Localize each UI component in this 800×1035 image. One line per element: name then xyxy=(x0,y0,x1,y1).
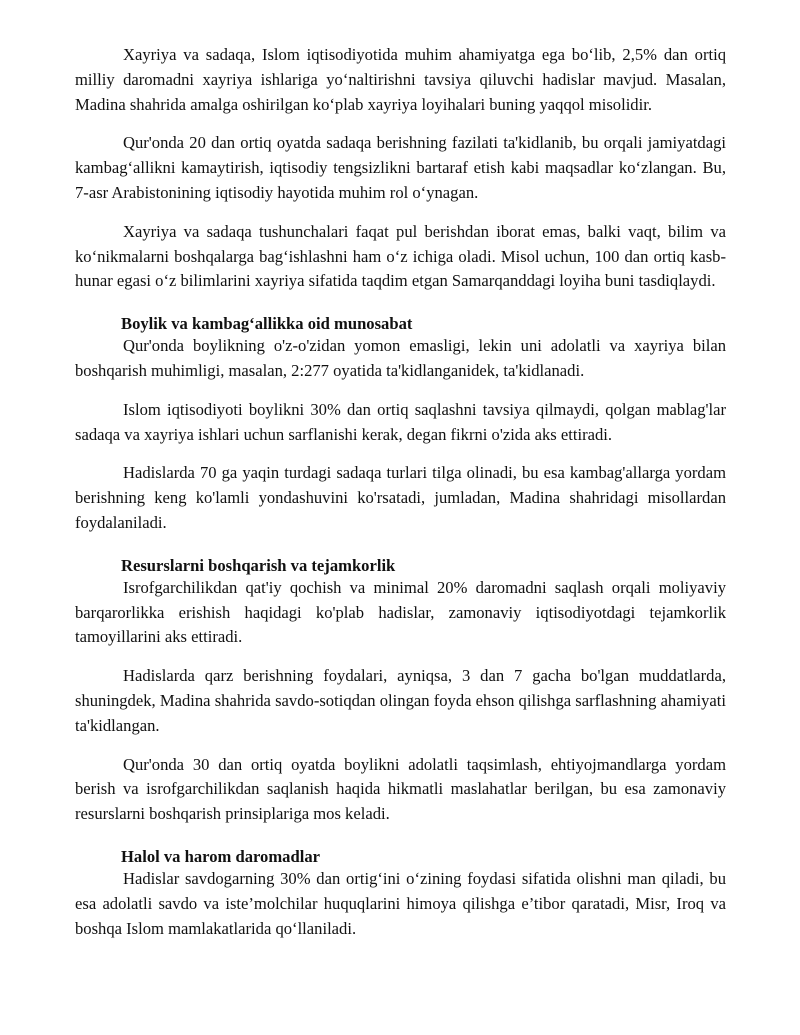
wealth-paragraph-3: Hadislarda 70 ga yaqin turdagi sadaqa turlari tilga olinadi, bu esa kambag'allarga yordam berishning keng ko'lamli yondashuvini ko'rsatadi, jumladan, Madina shahridagi misollardan foydalaniladi. xyxy=(75,463,726,532)
resources-paragraph-2: Hadislarda qarz berishning foydalari, ayniqsa, 3 dan 7 gacha bo'lgan muddatlarda, shuningdek, Madina shahrida savdo-sotiqdan olingan foyda ehson qilishga sarflashning ahamiyati ta'kidlangan. xyxy=(75,666,726,735)
resources-paragraph-3: Qur'onda 30 dan ortiq oyatda boylikni adolatli taqsimlash, ehtiyojmandlarga yordam berish va isrofgarchilikdan saqlanish haqida hikmatli maslahatlar berilgan, bu esa zamonaviy resurslarni boshqarish prinsiplariga mos keladi. xyxy=(75,754,726,824)
halal-income-paragraph-1: Hadislar savdogarning 30% dan ortig‘ini o‘zining foydasi sifatida olishni man qiladi, bu esa adolatli savdo va iste’molchilar huquqlarini himoya qilishga e’tibor qaratadi, Misr, Iroq va boshqa Islom mamlakatlarida qo‘llaniladi. xyxy=(75,868,726,938)
section-heading-wealth: Boylik va kambag‘allikka oid munosabat xyxy=(121,314,413,334)
wealth-paragraph-1: Qur'onda boylikning o'z-o'zidan yomon emasligi, lekin uni adolatli va xayriya bilan boshqarish muhimligi, masalan, 2:277 oyatida ta'kidlanganidek, ta'kidlanadi. xyxy=(75,336,726,380)
intro-paragraph-2: Qur'onda 20 dan ortiq oyatda sadaqa berishning fazilati ta'kidlanib, bu orqali jamiyatdagi kambag‘allikni kamaytirish, iqtisodiy tengsizlikni bartaraf etish kabi maqsadlar ko‘zlangan. Bu, 7-asr Arabistonining iqtisodiy hayotida muhim rol o‘ynagan. xyxy=(75,133,726,202)
wealth-paragraph-2: Islom iqtisodiyoti boylikni 30% dan ortiq saqlashni tavsiya qilmaydi, qolgan mablag'lar sadaqa va xayriya ishlari uchun sarflanishi kerak, degan fikrni o'zida aks ettiradi. xyxy=(75,399,726,444)
intro-paragraph-1: Xayriya va sadaqa, Islom iqtisodiyotida muhim ahamiyatga ega bo‘lib, 2,5% dan ortiq milliy daromadni xayriya ishlariga yo‘naltirishni tavsiya qiluvchi hadislar mavjud. Masalan, Madina shahrida amalga oshirilgan ko‘plab xayriya loyihalari buning yaqqol misolidir. xyxy=(75,45,726,114)
section-heading-halal-income: Halol va harom daromadlar xyxy=(121,846,320,866)
section-heading-resources: Resurslarni boshqarish va tejamkorlik xyxy=(121,555,396,575)
resources-paragraph-1: Isrofgarchilikdan qat'iy qochish va minimal 20% daromadni saqlash orqali moliyaviy barqarorlikka erishish haqidagi ko'plab hadislar, zamonaviy iqtisodiyotdagi tejamkorlik tamoyillarini aks ettiradi. xyxy=(75,577,726,647)
intro-paragraph-3: Xayriya va sadaqa tushunchalari faqat pul berishdan iborat emas, balki vaqt, bilim va ko‘nikmalarni boshqalarga bag‘ishlashni ham o‘z ichiga oladi. Misol uchun, 100 dan ortiq kasb-hunar egasi o‘z bilimlarini xayriya sifatida taqdim etgan Samarqanddagi loyiha buni tasdiqlaydi. xyxy=(75,221,726,291)
